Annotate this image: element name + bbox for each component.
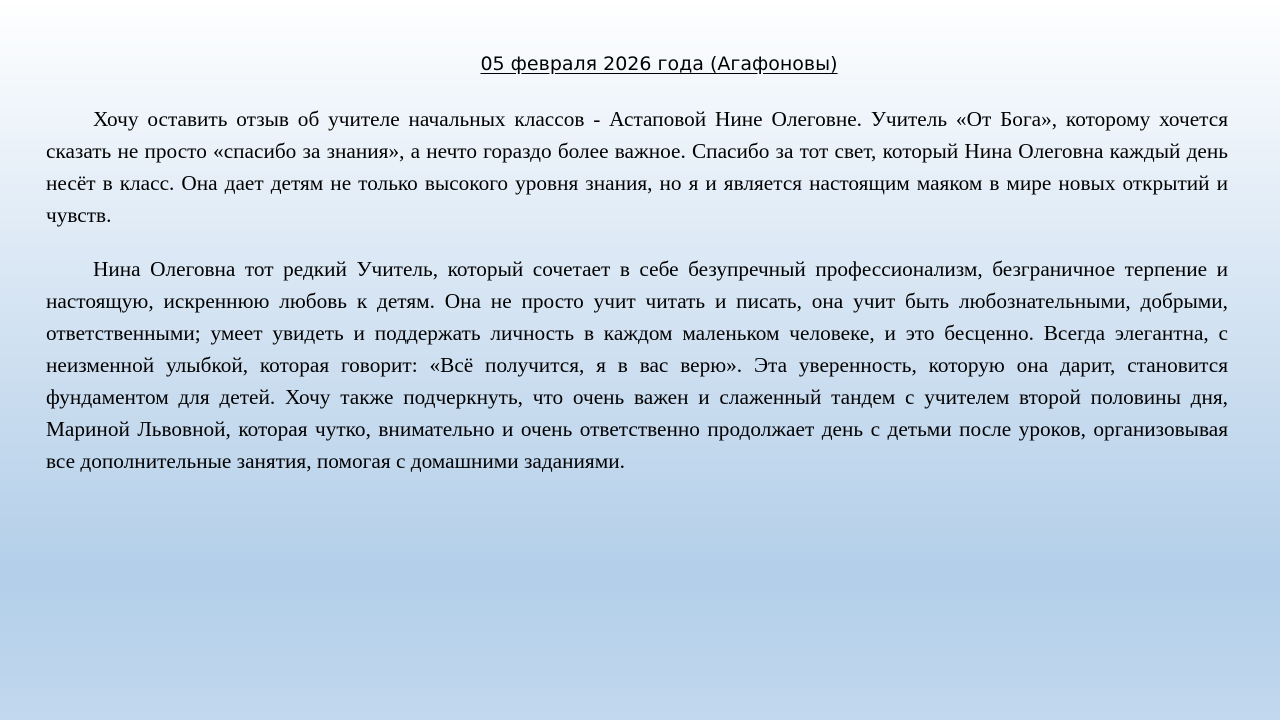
paragraph-2: Нина Олеговна тот редкий Учитель, который сочетает в себе безупречный профессионализм, безграничное терпение и настоящую, искреннюю любовь к детям. Она не просто учит читать и писать, она учит быть любознательными, добрыми, ответственными; умеет увидеть и поддержать личность в каждом маленьком человеке, и это бесценно. Всегда элегантна, с неизменной улыбкой, которая говорит: «Всё получится, я в вас верю». Эта уверенность, которую она дарит, становится фундаментом для детей. Хочу также подчеркнуть, что очень важен и слаженный тандем с учителем второй половины дня, Мариной Львовной, которая чутко, внимательно и очень ответственно продолжает день с детьми после уроков, организовывая все дополнительные занятия, помогая с домашними заданиями. <box>46 257 1228 473</box>
document-body <box>46 103 1228 499</box>
paragraph-1: Хочу оставить отзыв об учителе начальных классов - Астаповой Нине Олеговне. Учитель «От Бога», которому хочется сказать не просто «спасибо за знания», а нечто гораздо более важное. Спасибо за тот свет, который Нина Олеговна каждый день несёт в класс. Она дает детям не только высокого уровня знания, но я и является настоящим маяком в мире новых открытий и чувств. <box>46 107 1228 227</box>
document-title: 05 февраля 2026 года (Агафоновы) <box>480 53 838 75</box>
